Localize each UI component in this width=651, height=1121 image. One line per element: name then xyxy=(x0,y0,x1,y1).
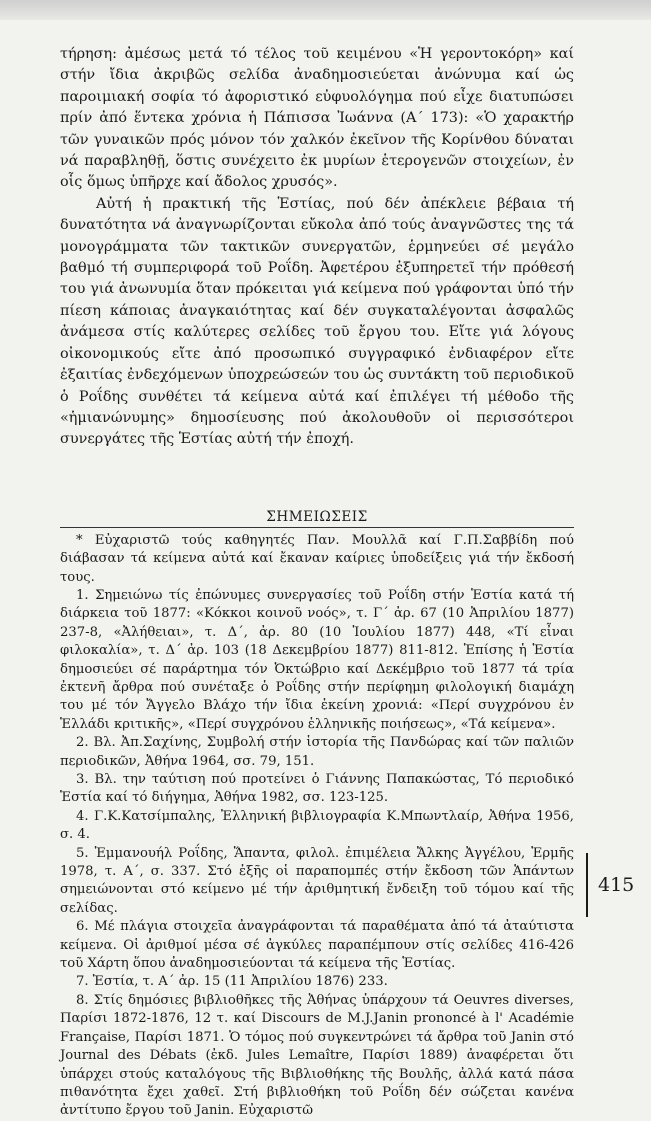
footnote: 1. Σημειώνω τίς ἐπώνυμες συνεργασίες τοῦ Ροΐδη στήν Ἑστία κατά τή διάρκεια τοῦ 1877: «Κόκκοι κοινοῦ νοός», τ. Γ΄ ἀρ. 67 (10 Ἀπριλίου 1877) 237-8, «Ἀλήθειαι», τ. Δ΄, ἀρ. 80 (10 Ἰουλίου 1877) 448, «Τί εἶναι φιλοκαλία», τ. Δ΄ ἀρ. 103 (18 Δεκεμβρίου 1877) 811-812. Ἐπίσης ἡ Ἑστία δημοσιεύει σέ παράρτημα τόν Ὀκτώβριο καί Δεκέμβριο τοῦ 1877 τά τρία ἐκτενῆ ἄρθρα πού συνέταξε ὁ Ροΐδης στήν περίφημη φιλολογική διαμάχη του μέ τόν Ἄγγελο Βλάχο τήν ἴδια ἐκείνη χρονιά: «Περί συγχρόνου ἐν Ἑλλάδι κριτικῆς», «Περί συγχρόνου ἑλληνικῆς ποιήσεως», «Τά κείμενα». xyxy=(60,587,574,732)
footnotes xyxy=(60,532,574,1121)
footnote: 7. Ἑστία, τ. Α΄ ἀρ. 15 (11 Ἀπριλίου 1876) 233. xyxy=(76,974,388,990)
footnote: 4. Γ.Κ.Κατσίμπαλης, Ἑλληνική βιβλιογραφία Κ.Μπωντλαίρ, Ἀθήνα 1956, σ. 4. xyxy=(60,808,574,843)
notes-heading: ΣΗΜΕΙΩΣΕΙΣ xyxy=(266,508,368,525)
body-paragraph: Αὐτή ἡ πρακτική τῆς Ἑστίας, πού δέν ἀπέκλειε βέβαια τή δυνατότητα νά ἀναγνωρίζονται εὔκολα ἀπό τούς ἀναγνῶστες της τά μονογράμματα τῶν τακτικῶν συνεργατῶν, ἑρμηνεύει σέ μεγάλο βαθμό τή συμπεριφορά τοῦ Ροΐδη. Ἀφετέρου ἐξυπηρετεῖ τήν πρόθεσή του γιά ἀνωνυμία ὅταν πρόκειται γιά κείμενα πού γράφονται ὑπό τήν πίεση κάποιας ἀναγκαιότητας καί δέν συγκαταλέγονται ἀσφαλῶς ἀνάμεσα στίς καλύτερες σελίδες τοῦ ἔργου του. Εἴτε γιά λόγους οἰκονομικούς εἴτε ἀπό προσωπικό συγγραφικό ἐνδιαφέρον εἴτε ἐξαιτίας ἐνδεχόμενων ὑποχρεώσεών του ὡς συντάκτη τοῦ περιοδικοῦ ὁ Ροΐδης συνθέτει τά κείμενα αὐτά καί ἐπιλέγει τή μέθοδο τῆς «ἡμιανώνυμης» δημοσίευσης πού ἀκολουθοῦν οἱ περισσότεροι συνεργάτες τῆς Ἑστίας αὐτή τήν ἐποχή. xyxy=(60,195,574,448)
scan-top-edge xyxy=(0,0,651,20)
footnote: * Εὐχαριστῶ τούς καθηγητές Παν. Μουλλᾶ καί Γ.Π.Σαββίδη πού διάβασαν τά κείμενα αὐτά καί ἔκαναν καίριες ὑποδείξεις γιά τήν ἔκδοσή τους. xyxy=(60,532,574,585)
footnote: 8. Στίς δημόσιες βιβλιοθῆκες τῆς Ἀθήνας ὑπάρχουν τά Oeuvres diverses, Παρίσι 1872-1876, 12 τ. καί Discours de M.J.Janin prononcé à l' Académie Française, Παρίσι 1871. Ὁ τόμος πού συγκεντρώνει τά ἄρθρα τοῦ Janin στό Journal des Débats (ἐκδ. Jules Lemaître, Παρίσι 1889) ἀναφέρεται ὅτι ὑπάρχει στούς καταλόγους τῆς Βιβλιοθήκης τῆς Βουλῆς, ἀλλά κατά πάσα πιθανότητα ἔχει χαθεῖ. Στή βιβλιοθήκη τοῦ Ροΐδη δέν σώζεται κανένα ἀντίτυπο ἔργου τοῦ Janin. Εὐχαριστῶ xyxy=(60,992,574,1119)
footnote: 2. Βλ. Ἀπ.Σαχίνης, Συμβολή στήν ἱστορία τῆς Πανδώρας καί τῶν παλιῶν περιοδικῶν, Ἀθήνα 1964, σσ. 79, 151. xyxy=(60,735,574,769)
page-number: 415 xyxy=(586,853,634,917)
main-text xyxy=(60,44,574,451)
footnote: 6. Μέ πλάγια στοιχεῖα ἀναγράφονται τά παραθέματα ἀπό τά ἀταύτιστα κείμενα. Οἱ ἀριθμοί μέσα σέ ἀγκύλες παραπέμπουν στίς σελίδες 416-426 τοῦ Χάρτη ὅπου ἀναδημοσιεύονται τά κείμενα τῆς Ἑστίας. xyxy=(60,919,574,972)
footnote: 3. Βλ. την ταύτιση πού προτείνει ὁ Γιάννης Παπακώστας, Τό περιοδικό Ἑστία καί τό διήγημα, Ἀθήνα 1982, σσ. 123-125. xyxy=(60,772,574,806)
notes-divider xyxy=(60,527,574,528)
document-page xyxy=(60,44,574,1121)
body-paragraph: τήρηση: ἀμέσως μετά τό τέλος τοῦ κειμένου «Ἡ γεροντοκόρη» καί στήν ἴδια ἀκριβῶς σελίδα ἀναδημοσιεύεται ἀνώνυμα καί ὡς παροιμιακή σοφία τό ἀφοριστικό εὐφυολόγημα πού εἶχε διατυπώσει πρίν ἀπό ἕντεκα χρόνια ἡ Πάπισσα Ἰωάννα (Α΄ 173): «Ὁ χαρακτήρ τῶν γυναικῶν πρός μόνον τόν χαλκόν ἐκεῖνον τῆς Κορίνθου δύναται νά παραβληθῇ, ὅστις συνέχειτο ἐκ μυρίων ἑτερογενῶν στοιχείων, ἐν οἷς ὅμως ὑπῆρχε καί ἄδολος χρυσός». xyxy=(60,46,574,191)
footnote: 5. Ἐμμανουήλ Ροΐδης, Ἅπαντα, φιλολ. ἐπιμέλεια Ἄλκης Ἀγγέλου, Ἑρμῆς 1978, τ. Α΄, σ. 337. Στό ἑξῆς οἱ παραπομπές στήν ἔκδοση τῶν Ἁπάντων σημειώνονται στό κείμενο μέ τήν ἀριθμητική ἔνδειξη τοῦ τόμου καί τῆς σελίδας. xyxy=(60,845,574,916)
